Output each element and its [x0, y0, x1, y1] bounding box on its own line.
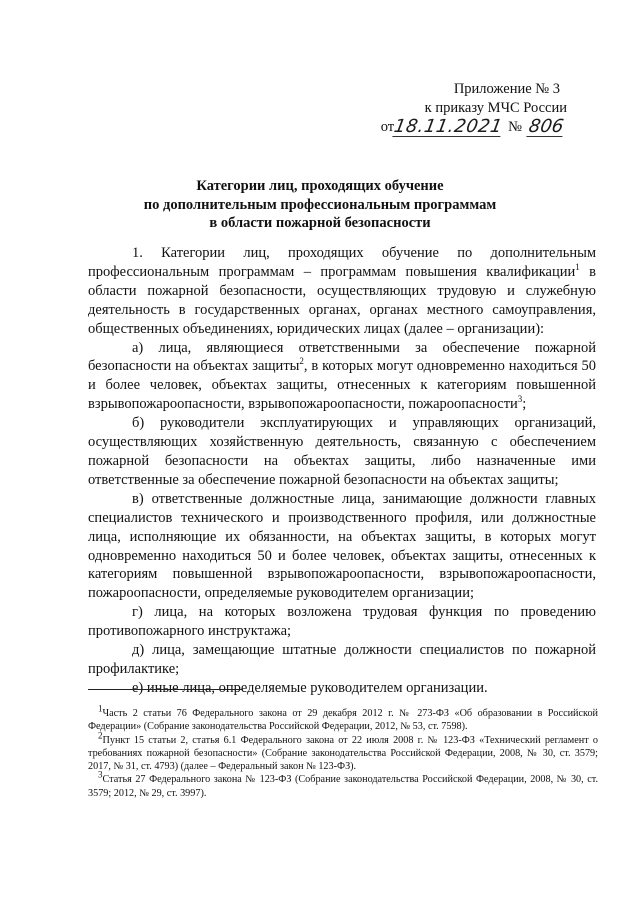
item-g: г) лица, на которых возложена трудовая функция по проведению противопожарного инструктажа;: [88, 604, 596, 640]
item-d: д) лица, замещающие штатные должности специалистов по пожарной профилактике;: [88, 642, 596, 677]
footnote-3-mark: 3: [98, 770, 103, 781]
order-date-number: [380, 118, 600, 137]
paragraph-1: [88, 244, 596, 339]
item-a: [88, 339, 596, 415]
document-title: [60, 177, 580, 233]
footnote-2-text: Пункт 15 статьи 2, статья 6.1 Федерального закона от 22 июля 2008 г. № 123-ФЗ «Технический регламент о требованиях пожарной безопасности» (Собрание законодательства Российской Федерации, 2008, № 30, ст. 3579; 2017, № 31, ст. 4793) (далее – Федеральный закон № 123-ФЗ).: [88, 734, 598, 773]
title-line-3: в области пожарной безопасности: [209, 215, 431, 231]
appendix-header: [380, 80, 600, 137]
handwritten-date: 18.11.2021: [392, 116, 505, 137]
paragraph-1-tail: в области пожарной безопасности, осуществляющих трудовую и служебную деятельность в государственных органах, органах местного самоуправления, общественных объединениях, юридических лицах (далее – организации):: [88, 263, 596, 337]
footnote-ref-3: 3: [517, 394, 523, 405]
document-body: [88, 244, 596, 698]
paragraph-1-text: 1. Категории лиц, проходящих обучение по дополнительным профессиональным программам – программам повышения квалификации: [88, 245, 596, 280]
appendix-label: Приложение № 3: [453, 81, 560, 97]
footnote-ref-1: 1: [575, 262, 580, 273]
title-line-1: Категории лиц, проходящих обучение: [196, 178, 444, 194]
footnote-separator: [88, 689, 243, 690]
footnote-3: [88, 770, 598, 800]
footnote-2-mark: 2: [98, 730, 103, 741]
item-a-tail: ;: [522, 396, 527, 413]
footnote-ref-2: 2: [299, 356, 304, 367]
footnotes: [88, 703, 598, 800]
item-a-text: а) лица, являющиеся ответственными за обеспечение пожарной безопасности на объектах защиты: [88, 339, 596, 375]
footnote-1-text: Часть 2 статьи 76 Федерального закона от 29 декабря 2012 г. № 273-ФЗ «Об образовании в Российской Федерации» (Собрание законодательства Российской Федерации, 2012, № 53, ст. 7598).: [88, 708, 598, 733]
footnote-1: [88, 703, 598, 734]
title-line-2: по дополнительным профессиональным программам: [143, 196, 497, 213]
handwritten-order-number: 806: [527, 116, 566, 137]
item-e: е) иные лица, определяемые руководителем организации.: [132, 679, 488, 696]
footnote-1-mark: 1: [98, 703, 103, 714]
footnote-2: [88, 730, 598, 774]
footnote-3-text: Статья 27 Федерального закона № 123-ФЗ (Собрание законодательства Российской Федерации, 2008, № 30, ст. 3579; 2012, № 29, ст. 3997).: [88, 774, 598, 799]
date-prefix: от: [380, 119, 395, 135]
item-v: в) ответственные должностные лица, занимающие должности главных специалистов технического и производственного профиля, или должностные лица, исполняющие их обязанности, на объектах защиты, в которых могут одновременно находиться 50 и более человек, объектах защиты, отнесенных к категориям повышенной взрывопожароопасности, взрывопожароопасности, пожароопасности, определяемые руководителем организации;: [88, 490, 596, 602]
item-a-mid: , в которых могут одновременно находиться 50 и более человек, объектах защиты, отнесенных к категориям повышенной взрывопожароопасности, взрывопожароопасности, пожароопасности: [88, 358, 596, 413]
order-reference: к приказу МЧС России: [424, 100, 567, 116]
item-b: б) руководители эксплуатирующих и управляющих организаций, осуществляющих хозяйственную деятельность, связанную с обеспечением пожарной безопасности на объектах защиты, либо назначенные ими ответственные за обеспечение пожарной безопасности на объектах защиты;: [88, 415, 596, 488]
number-label: №: [508, 119, 522, 135]
